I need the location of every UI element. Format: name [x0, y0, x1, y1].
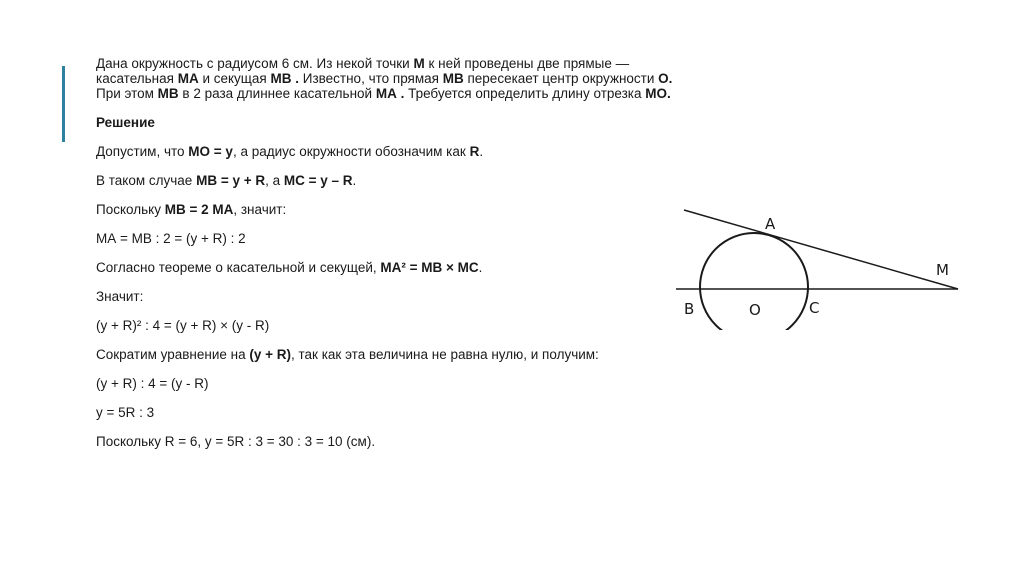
geometry-diagram	[676, 200, 976, 330]
solution-step-11: Поскольку R = 6, у = 5R : 3 = 30 : 3 = 10 (см).	[96, 434, 376, 449]
solution-step-3: Поскольку МВ = 2 МА, значит:	[96, 202, 287, 217]
solution-step-7: (у + R)² : 4 = (у + R) × (у - R)	[96, 318, 270, 333]
slide-content	[96, 56, 696, 450]
tangent-line	[684, 210, 958, 289]
solution-step-6: Значит:	[96, 289, 144, 304]
solution-step-1: Допустим, что МО = у, а радиус окружности обозначим как R.	[96, 144, 484, 159]
problem-statement: Дана окружность с радиусом 6 см. Из некой точки М к ней проведены две прямые — касательная МА и секущая МВ . Известно, что прямая МВ пересекает центр окружности О. При этом МВ в 2 раза длиннее касательной МА . Требуется определить длину отрезка МО.	[96, 56, 673, 101]
label-a: A	[765, 215, 776, 233]
label-m: M	[936, 261, 949, 279]
label-c: C	[809, 299, 820, 317]
solution-step-9: (у + R) : 4 = (у - R)	[96, 376, 209, 391]
solution-step-2: В таком случае МВ = у + R, а МС = у – R.	[96, 173, 357, 188]
solution-step-5: Согласно теореме о касательной и секущей, МА² = МВ × МС.	[96, 260, 483, 275]
label-o: O	[749, 301, 761, 319]
label-b: B	[684, 300, 695, 318]
slide-accent-bar	[62, 66, 65, 142]
solution-step-8: Сократим уравнение на (у + R), так как эта величина не равна нулю, и получим:	[96, 347, 599, 362]
solution-step-10: у = 5R : 3	[96, 405, 155, 420]
solution-step-4: МА = МВ : 2 = (у + R) : 2	[96, 231, 246, 246]
solution-heading: Решение	[96, 115, 155, 130]
